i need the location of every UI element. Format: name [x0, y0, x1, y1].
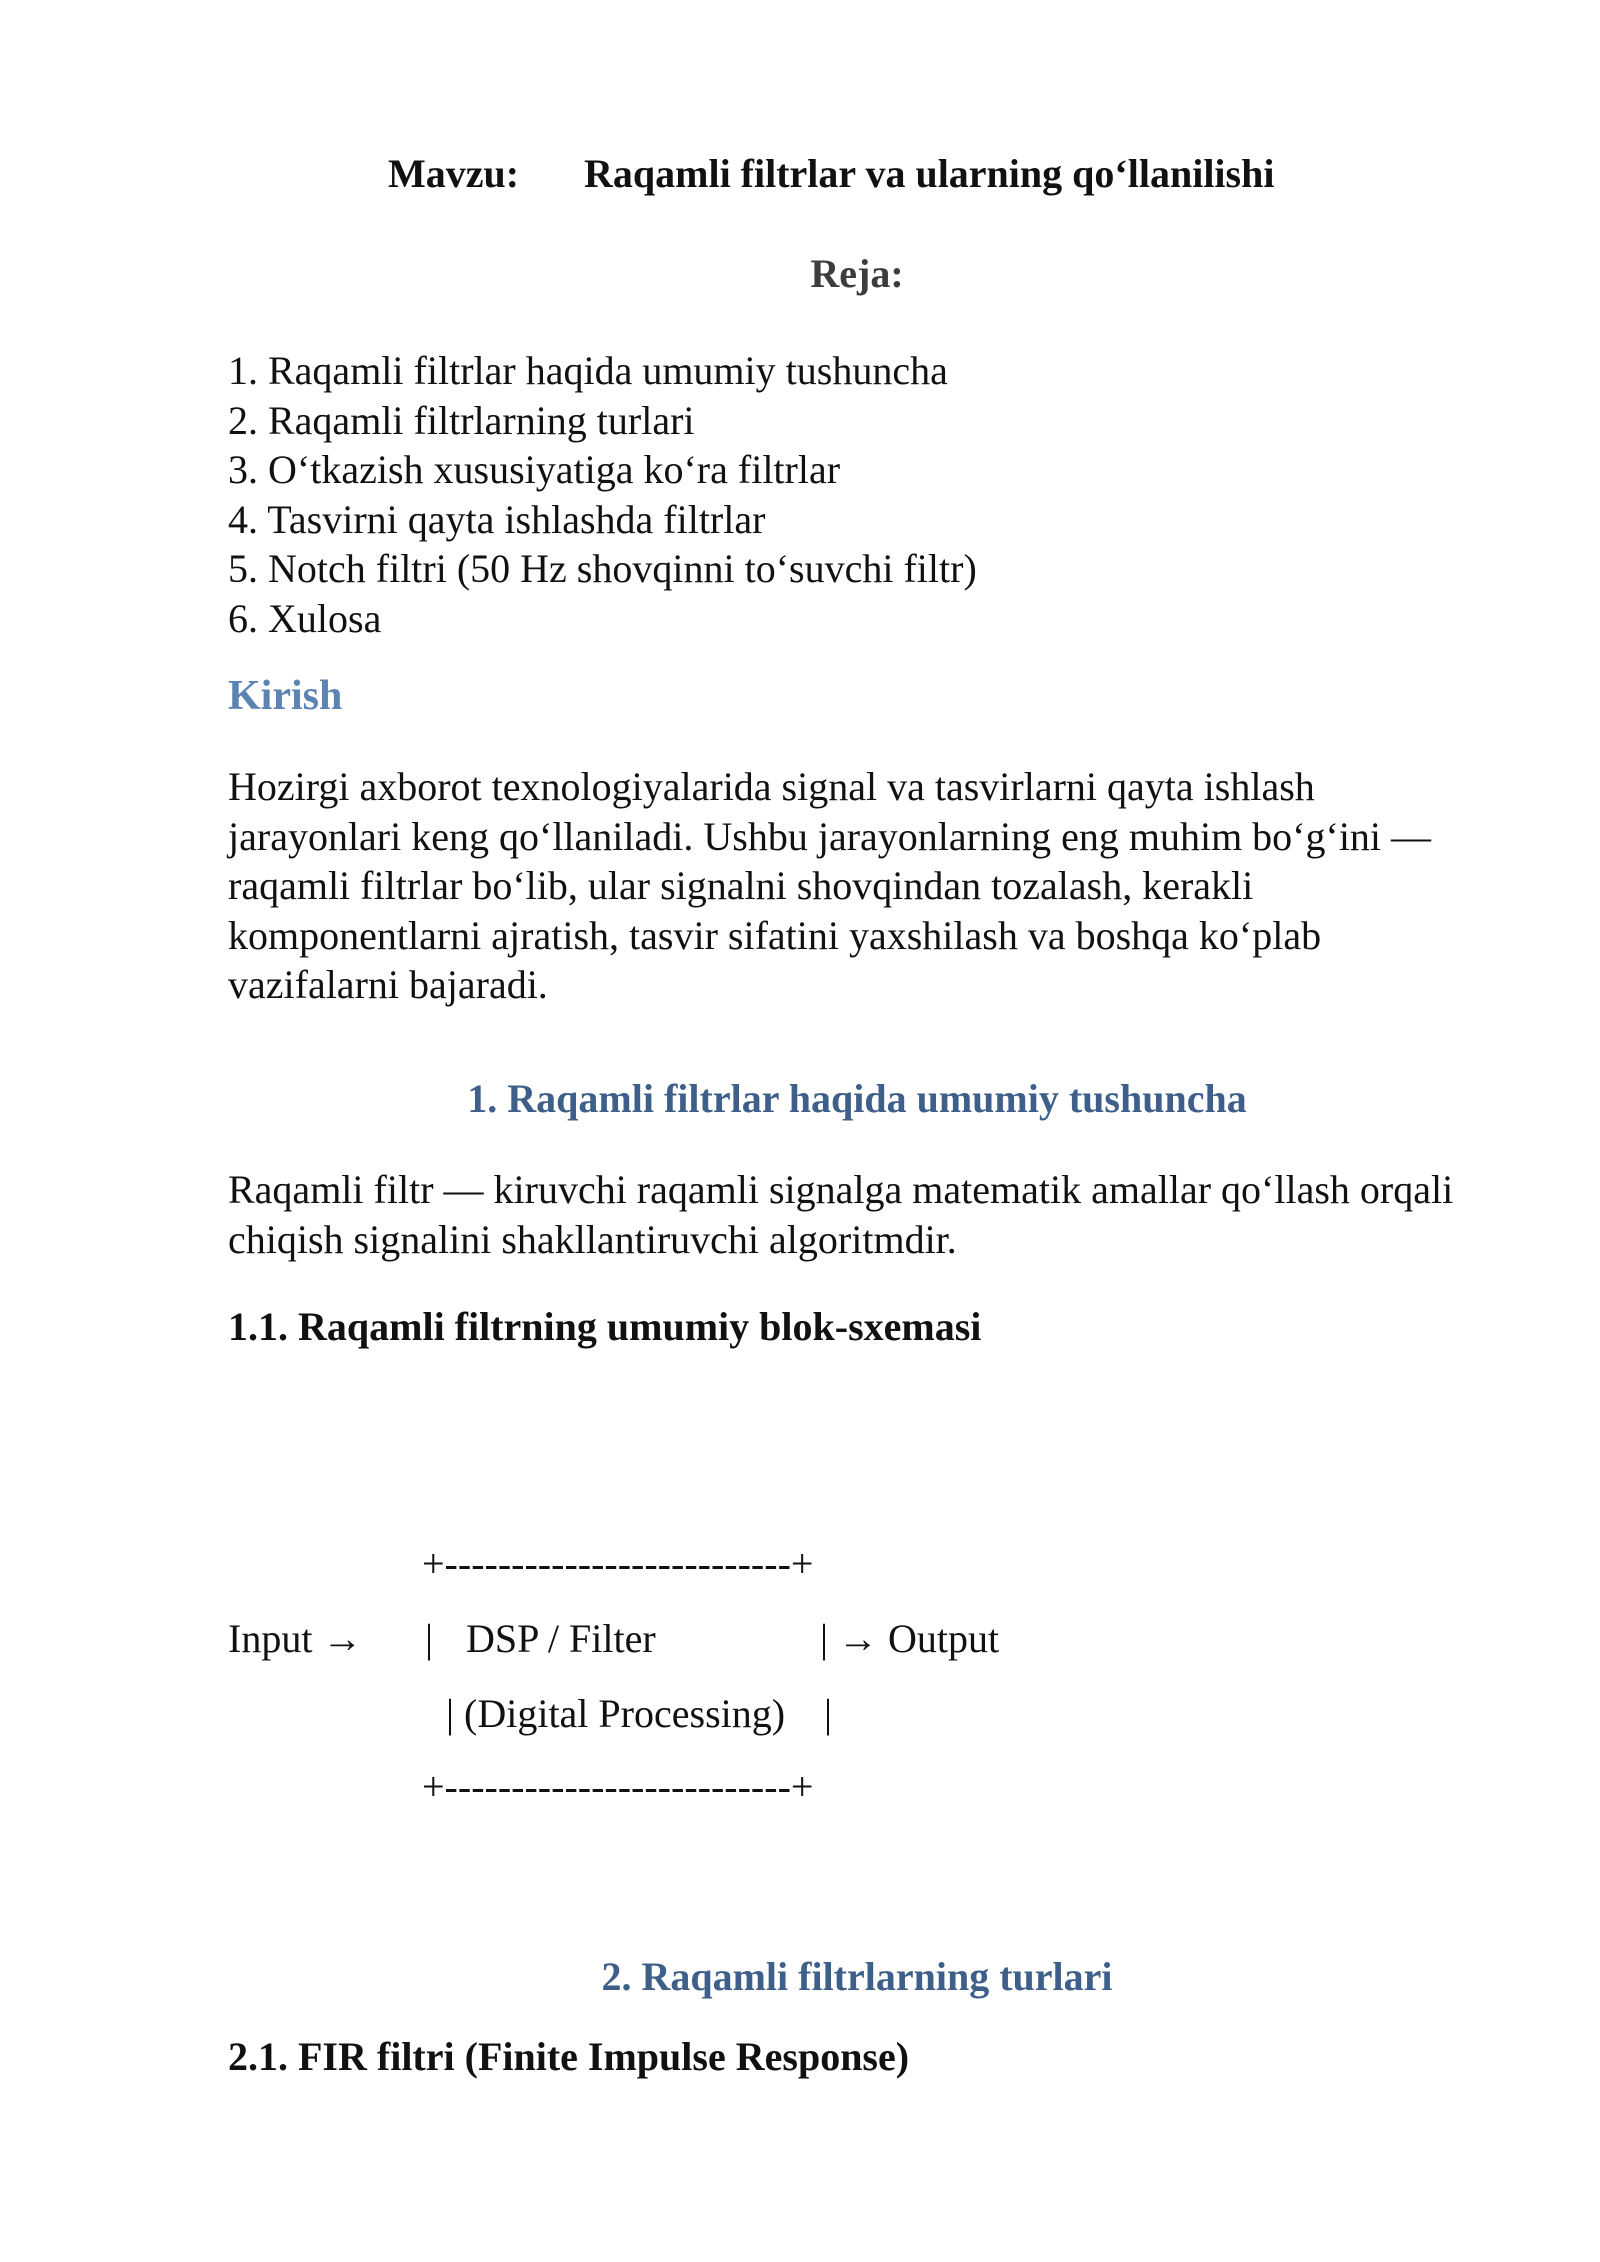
section1-subheading: 1.1. Raqamli filtrning umumiy blok-sxemasi — [228, 1304, 982, 1349]
section2-subheading: 2.1. FIR filtri (Finite Impulse Response) — [228, 2034, 910, 2079]
diagram-sub-label: | (Digital Processing) — [446, 1691, 786, 1736]
plan-item: 2. Raqamli filtrlarning turlari — [228, 397, 695, 443]
section1-paragraph: Raqamli filtr — kiruvchi raqamli signalga matematik amallar qo‘llash orqali chiqish signalini shakllantiruvchi algoritmdir. — [228, 1167, 1454, 1262]
diagram-border-right: | — [824, 1691, 833, 1736]
page-title — [388, 150, 1274, 197]
plan-heading: Reja: — [810, 251, 904, 296]
plan-item: 4. Tasvirni qayta ishlashda filtrlar — [228, 496, 766, 542]
plan-item: 6. Xulosa — [228, 595, 382, 641]
section2-heading: 2. Raqamli filtrlarning turlari — [601, 1954, 1113, 1999]
diagram-border-bottom: +--------------------------+ — [422, 1764, 814, 1809]
diagram-block-label: DSP / Filter — [466, 1616, 656, 1661]
diagram-border-top: +--------------------------+ — [422, 1541, 814, 1586]
plan-item: 3. O‘tkazish xususiyatiga ko‘ra filtrlar — [228, 447, 841, 492]
plan-item: 1. Raqamli filtrlar haqida umumiy tushuncha — [228, 348, 948, 393]
plan-list — [228, 346, 977, 643]
intro-paragraph: Hozirgi axborot texnologiyalarida signal va tasvirlarni qayta ishlash jarayonlari keng qo‘llaniladi. Ushbu jarayonlarning eng muhim bo‘g‘ini — raqamli filtrlar bo‘lib, ular signalni shovqindan tozalash, kerakli komponentlarni ajratish, tasvir sifatini yaxshilash va boshqa ko‘plab vazifalarni bajaradi. — [228, 764, 1432, 1007]
title-label: Mavzu: — [388, 151, 520, 196]
diagram-input-label: Input → — [228, 1616, 363, 1661]
diagram-border-left: | — [425, 1616, 434, 1661]
title-text: Raqamli filtrlar va ularning qo‘llanilishi — [584, 151, 1275, 196]
plan-item: 5. Notch filtri (50 Hz shovqinni to‘suvchi filtr) — [228, 546, 977, 591]
section1-heading: 1. Raqamli filtrlar haqida umumiy tushuncha — [467, 1076, 1247, 1121]
diagram-output-label: | → Output — [820, 1616, 1000, 1661]
intro-heading: Kirish — [228, 673, 343, 719]
